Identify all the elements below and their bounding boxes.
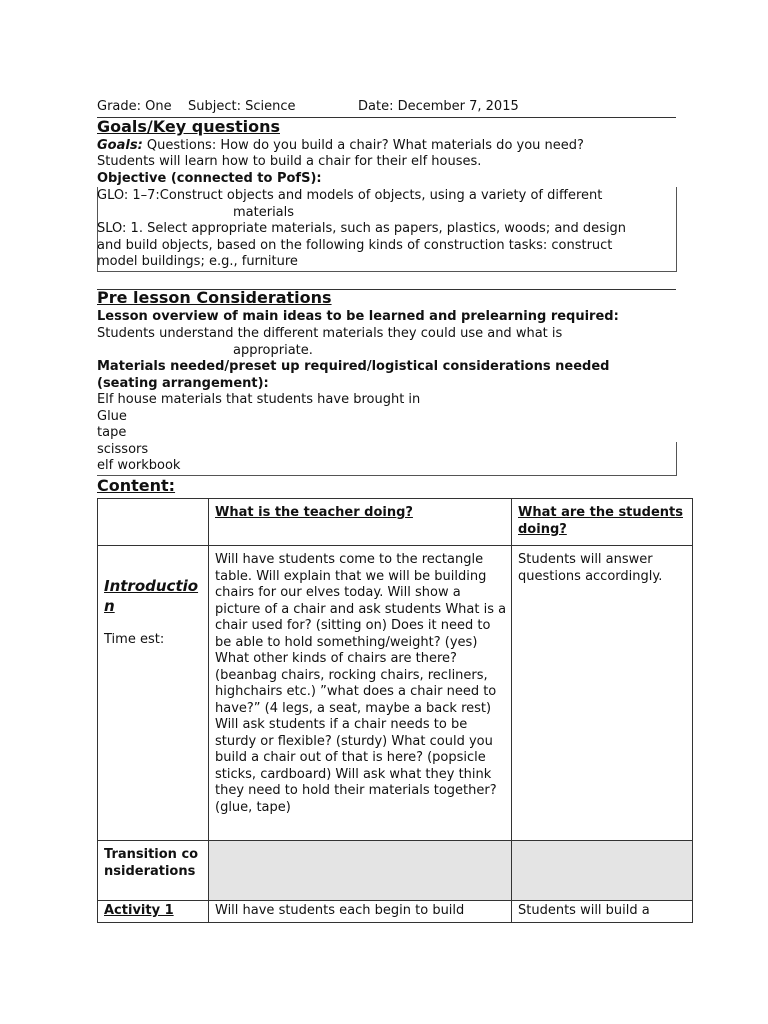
overview-line-2: appropriate.	[233, 343, 313, 358]
table-row	[98, 499, 693, 546]
material-item: Elf house materials that students have brought in	[97, 392, 421, 407]
table-cell	[98, 546, 209, 841]
content-table	[97, 498, 693, 923]
table-cell	[512, 901, 693, 923]
pre-lesson-heading: Pre lesson Considerations	[97, 288, 332, 307]
activity-1-teacher-text: Will have students each begin to build	[215, 903, 465, 918]
introduction-label: Introduction	[104, 577, 199, 615]
goals-text: Questions: How do you build a chair? What materials do you need?	[142, 138, 584, 153]
transition-label: Transition considerations	[104, 847, 199, 879]
table-cell	[512, 546, 693, 841]
slo-line-1: SLO: 1. Select appropriate materials, such as papers, plastics, woods; and design	[97, 221, 627, 236]
objective-label: Objective (connected to PofS):	[97, 171, 322, 186]
students-column-header: What are the students doing?	[518, 505, 683, 537]
box-border-right	[676, 187, 677, 272]
table-cell	[209, 546, 512, 841]
box-border-bottom	[97, 475, 677, 476]
table-header-cell	[209, 499, 512, 546]
activity-1-students-text: Students will build a	[518, 903, 650, 918]
materials-label-2: (seating arrangement):	[97, 376, 269, 391]
activity-1-label: Activity 1	[104, 903, 174, 918]
intro-teacher-text: Will have students come to the rectangle table. Will explain that we will be building chairs for our elves today. Will show a picture of a chair and ask students What is a chair used for? (sitting on) Does it need to be able to hold something/weight? (yes) What other kinds of chairs are there? (beanbag chairs, rocking chairs, recliners, highchairs etc.) ”what does a chair need to have?” (4 legs, a seat, maybe a back rest) Will ask students if a chair needs to be sturdy or flexible? (sturdy) What could you build a chair out of that is here? (popsicle sticks, cardboard) Will ask what they think they need to hold their materials together? (glue, tape)	[215, 552, 507, 815]
box-border-right	[676, 442, 677, 475]
intro-students-text: Students will answer questions accordingly.	[518, 552, 663, 584]
table-cell	[209, 901, 512, 923]
overview-line-1: Students understand the different materials they could use and what is	[97, 326, 563, 341]
grade-text: Grade: One	[97, 99, 172, 114]
goals-heading: Goals/Key questions	[97, 117, 280, 136]
material-item: Glue	[97, 409, 127, 424]
material-item: scissors	[97, 442, 149, 457]
content-heading: Content:	[97, 476, 176, 495]
table-row	[98, 901, 693, 923]
glo-line-1: GLO: 1–7:Construct objects and models of objects, using a variety of different	[97, 188, 603, 203]
material-item: tape	[97, 425, 127, 440]
time-estimate-label: Time est:	[104, 632, 165, 647]
material-item: elf workbook	[97, 458, 181, 473]
slo-line-3: model buildings; e.g., furniture	[97, 254, 298, 269]
materials-label-1: Materials needed/preset up required/logistical considerations needed	[97, 359, 610, 374]
goals-line	[97, 138, 584, 155]
overview-label: Lesson overview of main ideas to be learned and prelearning required:	[97, 309, 619, 324]
table-cell	[98, 841, 209, 901]
table-cell	[512, 841, 693, 901]
table-cell	[98, 901, 209, 923]
goals-label: Goals:	[97, 138, 143, 153]
date-text: Date: December 7, 2015	[358, 99, 519, 114]
teacher-column-header: What is the teacher doing?	[215, 505, 413, 520]
table-row	[98, 546, 693, 841]
table-row	[98, 841, 693, 901]
slo-line-2: and build objects, based on the following kinds of construction tasks: construct	[97, 238, 613, 253]
table-cell	[209, 841, 512, 901]
goals-line-2: Students will learn how to build a chair for their elf houses.	[97, 154, 482, 169]
box-border-bottom	[97, 271, 677, 272]
glo-line-2: materials	[233, 205, 295, 220]
table-header-cell	[512, 499, 693, 546]
subject-text: Subject: Science	[188, 99, 296, 114]
table-cell	[98, 499, 209, 546]
